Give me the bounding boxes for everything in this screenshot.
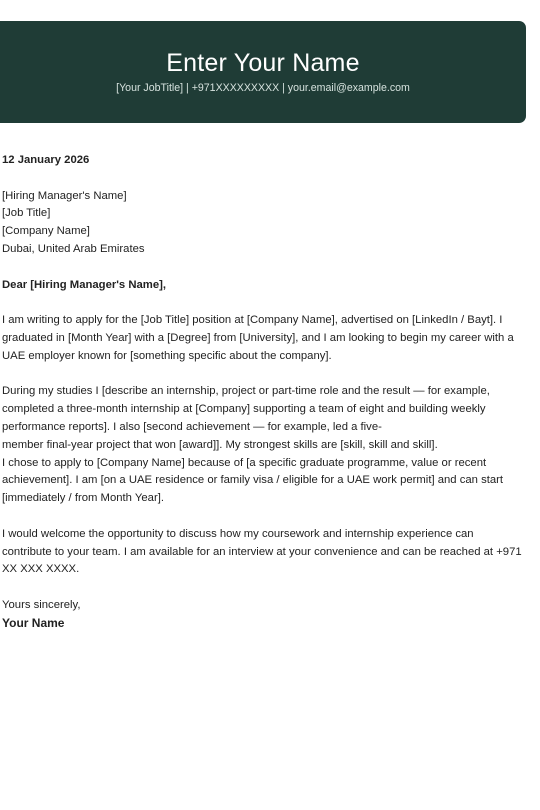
spacer	[2, 508, 540, 526]
spacer	[2, 579, 540, 597]
contact-line: [Your JobTitle] | +971XXXXXXXXX | your.email@example.com	[116, 82, 410, 94]
paragraph-line: I chose to apply to [Company Name] because of [a specific graduate programme, value or recent	[2, 456, 487, 469]
salutation: Dear [Hiring Manager's Name],	[2, 278, 167, 291]
closing-phrase: Yours sincerely,	[2, 598, 81, 611]
paragraph-line: During my studies I [describe an internship, project or part-time role and the result — for example,	[2, 385, 490, 398]
paragraph-closing	[2, 526, 540, 579]
applicant-name: Enter Your Name	[166, 49, 360, 77]
recipient-line: Dubai, United Arab Emirates	[2, 242, 145, 255]
paragraph-intro	[2, 312, 540, 365]
recipient-line: [Hiring Manager's Name]	[2, 189, 127, 202]
paragraph-line: UAE employer known for [something specific about the company].	[2, 349, 332, 362]
paragraph-line: [immediately / from Month Year].	[2, 492, 164, 505]
spacer	[2, 366, 540, 384]
letter-date: 12 January 2026	[2, 154, 90, 166]
paragraph-line: XX XXX XXXX.	[2, 563, 80, 576]
paragraph-line: member final-year project that won [award]]. My strongest skills are [skill, skill and skill].	[2, 438, 438, 451]
paragraph-experience	[2, 383, 540, 508]
recipient-line: [Job Title]	[2, 207, 51, 220]
paragraph-line: contribute to your team. I am available for an interview at your convenience and can be reached at +971	[2, 545, 522, 558]
signature-name: Your Name	[2, 615, 65, 630]
paragraph-line: completed a three-month internship at [Company] supporting a team of eight and building weekly	[2, 403, 486, 416]
spacer	[2, 170, 540, 188]
recipient-line: [Company Name]	[2, 225, 90, 238]
paragraph-line: graduated in [Month Year] with a [Degree] from [University], and I am looking to begin my career with a	[2, 331, 514, 344]
header-banner	[0, 21, 526, 123]
letter-body	[2, 152, 540, 633]
paragraph-line: achievement]. I am [on a UAE residence or family visa / eligible for a UAE work permit] and can start	[2, 474, 504, 487]
paragraph-line: I would welcome the opportunity to discuss how my coursework and internship experience can	[2, 527, 474, 540]
paragraph-line: I am writing to apply for the [Job Title] position at [Company Name], advertised on [LinkedIn / Bayt]. I	[2, 314, 503, 327]
spacer	[2, 294, 540, 312]
recipient-block	[2, 188, 540, 259]
spacer	[2, 259, 540, 277]
paragraph-line: performance reports]. I also [second achievement — for example, led a five-	[2, 420, 382, 433]
